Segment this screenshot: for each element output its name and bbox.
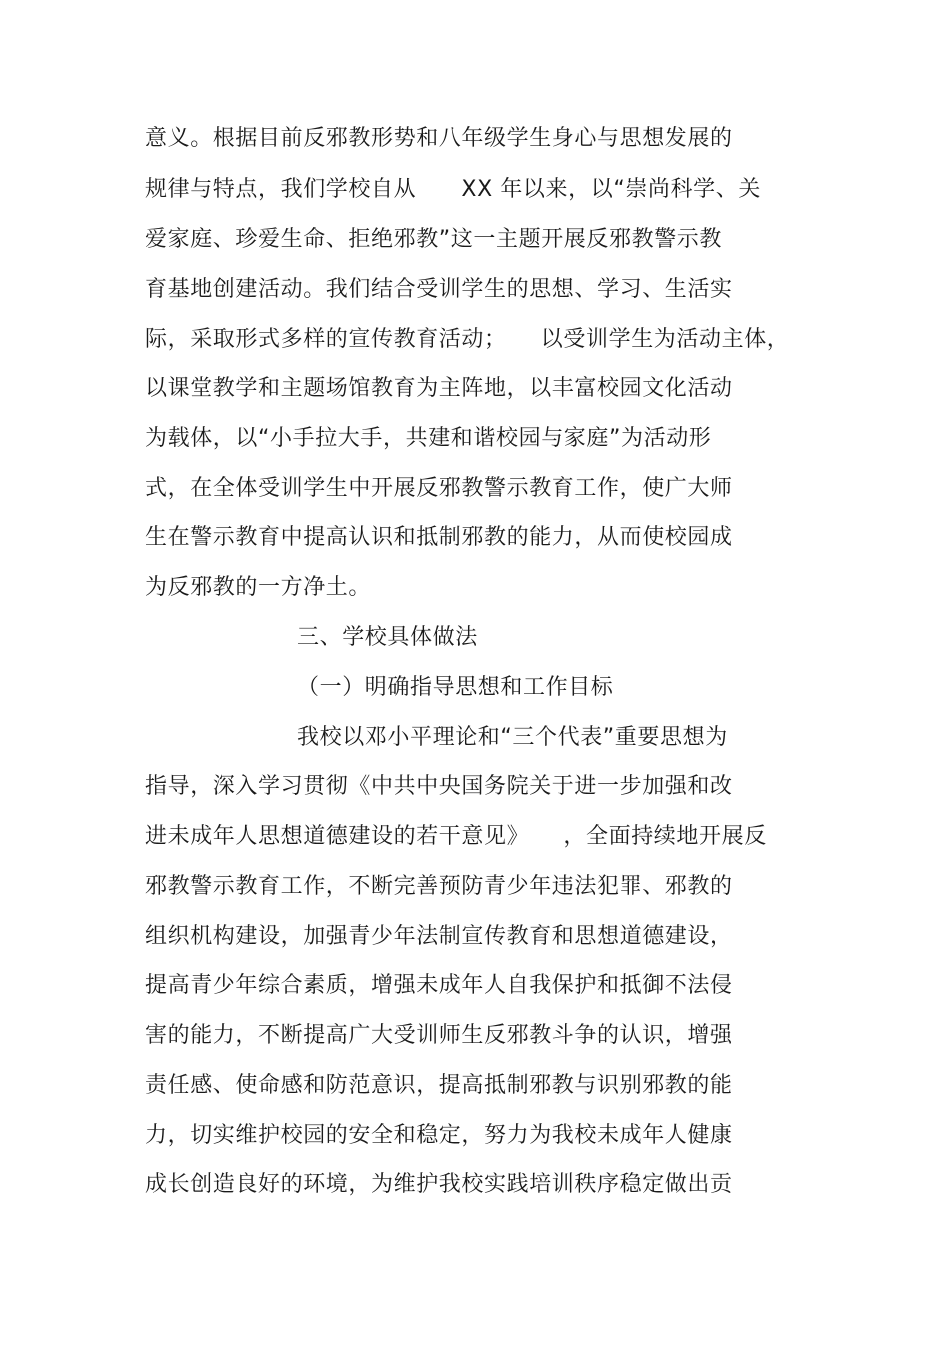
text-line: 规律与特点，我们学校自从 XX 年以来，以“崇尚科学、关 <box>145 177 761 202</box>
text-line: 以课堂教学和主题场馆教育为主阵地，以丰富校园文化活动 <box>145 376 733 401</box>
text-line: 进未成年人思想道德建设的若干意见》 ，全面持续地开展反 <box>145 824 767 849</box>
text-line: 力，切实维护校园的安全和稳定，努力为我校未成年人健康 <box>145 1123 733 1148</box>
text-line: 责任感、使命感和防范意识，提高抵制邪教与识别邪教的能 <box>145 1073 733 1098</box>
text-line: 意义。根据目前反邪教形势和八年级学生身心与思想发展的 <box>145 126 733 151</box>
text-line: 为载体，以“小手拉大手，共建和谐校园与家庭”为活动形 <box>145 426 712 451</box>
text-line: 式，在全体受训学生中开展反邪教警示教育工作，使广大师 <box>145 476 733 501</box>
text-line: 提高青少年综合素质，增强未成年人自我保护和抵御不法侵 <box>145 973 733 998</box>
text-line: 育基地创建活动。我们结合受训学生的思想、学习、生活实 <box>145 277 733 302</box>
subsection-heading: （一）明确指导思想和工作目标 <box>297 675 614 700</box>
text-line: 害的能力，不断提高广大受训师生反邪教斗争的认识，增强 <box>145 1023 733 1048</box>
text-line: 际，采取形式多样的宣传教育活动； 以受训学生为活动主体， <box>145 327 790 352</box>
text-line: 为反邪教的一方净土。 <box>145 575 372 600</box>
text-line: 我校以邓小平理论和“三个代表”重要思想为 <box>297 725 728 750</box>
text-line: 邪教警示教育工作，不断完善预防青少年违法犯罪、邪教的 <box>145 874 733 899</box>
text-line: 生在警示教育中提高认识和抵制邪教的能力，从而使校园成 <box>145 525 733 550</box>
text-line: 成长创造良好的环境，为维护我校实践培训秩序稳定做出贡 <box>145 1172 733 1197</box>
section-heading: 三、学校具体做法 <box>297 625 478 650</box>
text-line: 组织机构建设，加强青少年法制宣传教育和思想道德建设， <box>145 924 733 949</box>
text-line: 爱家庭、珍爱生命、拒绝邪教”这一主题开展反邪教警示教 <box>145 227 722 252</box>
text-line: 指导，深入学习贯彻《中共中央国务院关于进一步加强和改 <box>145 774 733 799</box>
